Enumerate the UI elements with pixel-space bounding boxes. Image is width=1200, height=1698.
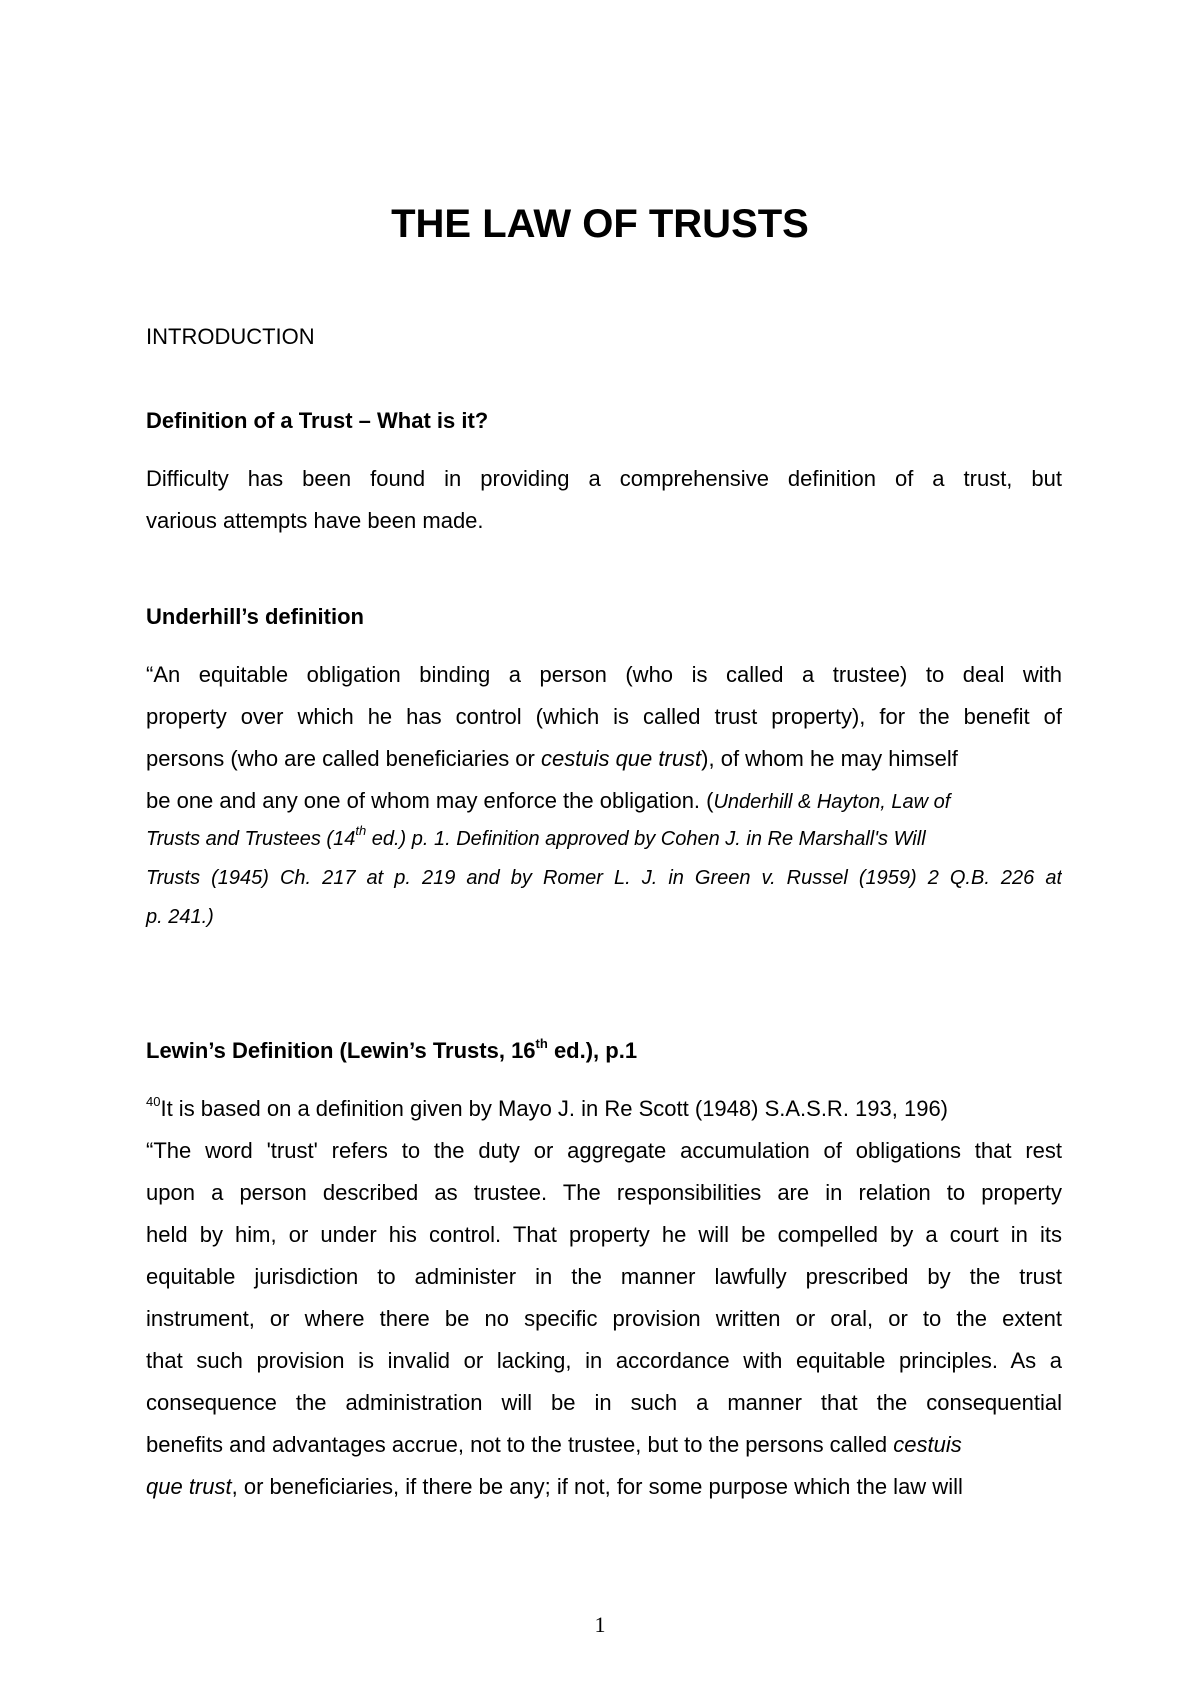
page-number: 1 (594, 1612, 606, 1637)
document-title: THE LAW OF TRUSTS (391, 202, 809, 246)
superscript: th (535, 1035, 548, 1051)
text-run: ), of whom he may himself (701, 746, 958, 771)
text-run (146, 738, 958, 780)
definition-paragraph (146, 458, 1062, 542)
paragraph-line: various attempts have been made. (146, 508, 484, 533)
section-heading-definition: Definition of a Trust – What is it? (146, 408, 489, 433)
paragraph-line (146, 1424, 1062, 1466)
text-run: It is based on a definition given by Mayo J. in Re Scott (1948) S.A.S.R. 193, 196) (160, 1096, 949, 1121)
lewin-paragraph (146, 1088, 1062, 1508)
section-heading-lewin (146, 1035, 638, 1064)
superscript: th (355, 823, 367, 839)
footnote-marker: 40 (146, 1093, 161, 1109)
paragraph-line: held by him, or under his control. That property he will be compelled by a court in its (146, 1222, 1062, 1247)
citation-line: p. 241.) (146, 906, 214, 928)
underhill-citation (146, 820, 1062, 937)
paragraph-line: instrument, or where there be no specific provision written or oral, or to the extent (146, 1306, 1062, 1331)
paragraph-line (146, 1088, 1062, 1130)
italic-term: cestuis (893, 1432, 962, 1457)
paragraph-line: upon a person described as trustee. The responsibilities are in relation to property (146, 1180, 1062, 1205)
paragraph-line: consequence the administration will be in such a manner that the consequential (146, 1390, 1062, 1415)
paragraph-line: “An equitable obligation binding a person (who is called a trustee) to deal with (146, 662, 1062, 687)
paragraph-line: that such provision is invalid or lacking, in accordance with equitable principles. As a (146, 1348, 1062, 1373)
text-run: ed.), p.1 (547, 1038, 638, 1063)
paragraph-line: equitable jurisdiction to administer in the manner lawfully prescribed by the trust (146, 1264, 1062, 1289)
underhill-paragraph (146, 654, 1062, 822)
paragraph-line (146, 1466, 1062, 1508)
intro-heading: INTRODUCTION (146, 324, 315, 349)
text-run: be one and any one of whom may enforce the obligation. ( (146, 788, 714, 813)
paragraph-line (146, 738, 1062, 780)
paragraph-line (146, 780, 1062, 822)
text-run: ed.) p. 1. Definition approved by Cohen J. in Re Marshall's Will (366, 828, 926, 850)
text-run (146, 1424, 962, 1466)
text-run: , or beneficiaries, if there be any; if not, for some purpose which the law will (231, 1474, 963, 1499)
paragraph-line: property over which he has control (which is called trust property), for the benefit of (146, 704, 1062, 729)
text-run: Trusts and Trustees (14 (146, 828, 356, 850)
citation-line (146, 820, 1062, 859)
text-run: benefits and advantages accrue, not to the trustee, but to the persons called (146, 1432, 894, 1457)
text-run (146, 1466, 963, 1508)
text-run: Lewin’s Definition (Lewin’s Trusts, 16 (146, 1038, 536, 1063)
citation-start: Underhill & Hayton, Law of (713, 791, 951, 813)
section-heading-underhill: Underhill’s definition (146, 604, 364, 629)
italic-term: cestuis que trust (540, 746, 702, 771)
paragraph-line: “The word 'trust' refers to the duty or aggregate accumulation of obligations that rest (146, 1138, 1062, 1163)
citation-line: Trusts (1945) Ch. 217 at p. 219 and by Romer L. J. in Green v. Russel (1959) 2 Q.B. 226 at (146, 867, 1062, 889)
text-run: persons (who are called beneficiaries or (146, 746, 541, 771)
paragraph-line: Difficulty has been found in providing a comprehensive definition of a trust, but (146, 466, 1062, 491)
italic-term: que trust (146, 1474, 232, 1499)
